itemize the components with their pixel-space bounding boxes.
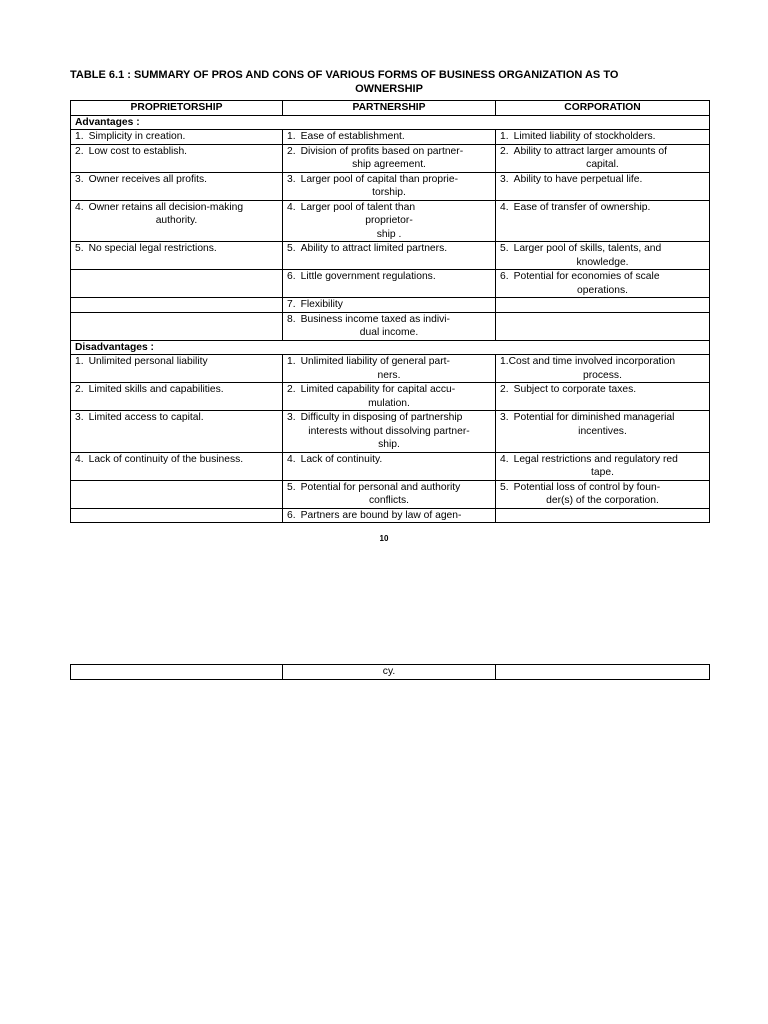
table-cell — [283, 411, 496, 453]
header-proprietorship: PROPRIETORSHIP — [71, 101, 283, 116]
table-row — [71, 665, 710, 680]
table-cell — [496, 665, 710, 680]
item-text: Unlimited liability of general part- — [300, 356, 450, 367]
list-item — [287, 383, 491, 397]
table-cell — [496, 480, 710, 508]
table-row — [71, 200, 710, 242]
table-cell — [283, 130, 496, 145]
list-item — [75, 453, 278, 467]
list-item — [287, 270, 491, 284]
item-text-continued: interests without dissolving partner- — [308, 425, 470, 437]
item-text-continued: process. — [583, 369, 622, 381]
table-cell — [283, 383, 496, 411]
list-item — [287, 411, 491, 425]
item-text-continued: der(s) of the corporation. — [546, 495, 659, 506]
table-cell — [71, 411, 283, 453]
list-item — [287, 355, 491, 369]
item-text: Difficulty in disposing of partnership — [300, 412, 463, 423]
table-cell — [71, 355, 283, 383]
item-text: Potential for personal and authority — [300, 481, 461, 493]
table-row — [71, 144, 710, 172]
item-text: Little government regulations. — [300, 271, 436, 282]
item-text-continued: proprietor- — [365, 215, 413, 226]
item-number: 6. — [500, 271, 509, 282]
item-text: Larger pool of skills, talents, and — [513, 243, 662, 254]
list-item — [75, 130, 278, 144]
table-cell — [71, 270, 283, 298]
item-text: Partners are bound by law of agen- — [300, 509, 462, 521]
list-item — [287, 298, 491, 312]
item-number: 3. — [287, 173, 296, 185]
table-row — [71, 452, 710, 480]
item-number: 1. — [500, 131, 509, 142]
item-text: Limited skills and capabilities. — [88, 384, 224, 395]
table-cell — [496, 298, 710, 313]
table-cell — [283, 452, 496, 480]
table-cell — [71, 508, 283, 523]
item-text: Potential for economies of scale — [513, 271, 660, 282]
item-text-continued: capital. — [586, 159, 619, 170]
list-item — [500, 453, 705, 467]
item-text: Legal restrictions and regulatory red — [513, 453, 678, 465]
item-text-continued: mulation. — [368, 397, 410, 409]
list-item — [75, 173, 278, 187]
table-cell — [283, 355, 496, 383]
item-text: Limited capability for capital accu- — [300, 384, 456, 395]
item-number: 4. — [500, 453, 509, 465]
page-number: 10 — [379, 534, 389, 543]
list-item — [75, 383, 278, 397]
table-row — [71, 383, 710, 411]
list-item — [287, 242, 491, 256]
list-item — [500, 130, 705, 144]
section-row — [71, 340, 710, 355]
table-cell — [496, 130, 710, 145]
item-text-continued: ners. — [377, 369, 401, 381]
table-cell — [283, 312, 496, 340]
item-number: 2. — [75, 384, 84, 395]
table-row — [71, 172, 710, 200]
item-number: 1. — [75, 356, 84, 367]
table-cell: cy. — [283, 665, 496, 680]
list-item — [287, 453, 491, 467]
item-number: 5. — [287, 481, 296, 493]
table-cell — [71, 144, 283, 172]
table-cell — [283, 242, 496, 270]
item-number: 4. — [287, 453, 296, 465]
item-number: 3. — [500, 412, 509, 423]
item-number: 5. — [75, 243, 84, 254]
item-text-continued: authority. — [155, 215, 198, 226]
list-item — [287, 173, 491, 187]
item-text: 1.Cost and time involved incorporation — [500, 356, 676, 367]
table-cell — [496, 383, 710, 411]
list-item — [287, 481, 491, 495]
item-text: Division of profits based on partner- — [300, 145, 464, 157]
table-cell — [71, 200, 283, 242]
table-cell — [283, 508, 496, 523]
list-item — [75, 145, 278, 159]
table-cell — [496, 200, 710, 242]
table-cell — [496, 242, 710, 270]
table-cell — [71, 452, 283, 480]
item-text-continued: torship. — [372, 187, 406, 198]
table-row — [71, 242, 710, 270]
table-cell — [496, 172, 710, 200]
item-text-continued: conflicts. — [368, 495, 410, 506]
item-text: Lack of continuity of the business. — [88, 453, 244, 465]
item-text-continued: ship . — [376, 228, 402, 240]
list-item — [500, 145, 705, 159]
table-cell — [283, 144, 496, 172]
item-number: 2. — [287, 145, 296, 157]
table-title-line1: TABLE 6.1 : SUMMARY OF PROS AND CONS OF VARIOUS FORMS OF BUSINESS ORGANIZATION AS TO — [70, 69, 619, 81]
item-text: Ease of transfer of ownership. — [513, 201, 651, 213]
table-cell — [496, 144, 710, 172]
list-item — [500, 355, 705, 369]
item-text: Owner receives all profits. — [88, 173, 208, 185]
table-cell — [496, 270, 710, 298]
item-text: Ease of establishment. — [300, 131, 405, 142]
list-item — [500, 173, 705, 187]
table-row — [71, 480, 710, 508]
list-item — [75, 355, 278, 369]
item-number: 8. — [287, 313, 296, 325]
item-number: 2. — [75, 145, 84, 157]
item-text: Subject to corporate taxes. — [513, 384, 637, 395]
list-item — [500, 242, 705, 256]
item-text: Ability to attract limited partners. — [300, 243, 448, 254]
item-text: Ability to attract larger amounts of — [513, 145, 667, 157]
table-cell — [283, 480, 496, 508]
section-label: Advantages : — [71, 115, 710, 130]
table-row — [71, 130, 710, 145]
item-number: 3. — [500, 173, 509, 185]
table-title-line2: OWNERSHIP — [355, 83, 423, 95]
list-item — [500, 201, 705, 215]
table-row — [71, 355, 710, 383]
item-text: Flexibility — [300, 299, 343, 310]
header-corporation: CORPORATION — [496, 101, 710, 116]
item-text-continued: tape. — [591, 467, 614, 478]
item-text: Larger pool of talent than — [300, 201, 416, 213]
item-text-continued: ship. — [378, 439, 400, 450]
item-text: Larger pool of capital than proprie- — [300, 173, 459, 185]
table-title — [70, 68, 708, 96]
table-cell — [71, 298, 283, 313]
item-number: 1. — [287, 356, 296, 367]
table-cell — [496, 508, 710, 523]
item-number: 7. — [287, 299, 296, 310]
list-item — [287, 313, 491, 327]
list-item — [287, 130, 491, 144]
list-item — [75, 201, 278, 215]
item-number: 4. — [75, 453, 84, 465]
item-text: No special legal restrictions. — [88, 243, 217, 254]
table-cell — [496, 411, 710, 453]
table-cell — [496, 312, 710, 340]
item-text: Lack of continuity. — [300, 453, 383, 465]
list-item — [500, 383, 705, 397]
table-row — [71, 508, 710, 523]
item-text: Unlimited personal liability — [88, 356, 208, 367]
item-text-continued: incentives. — [578, 425, 627, 437]
table-row — [71, 298, 710, 313]
item-number: 5. — [287, 243, 296, 254]
table-cell — [71, 665, 283, 680]
list-item — [500, 270, 705, 284]
table-cell — [71, 383, 283, 411]
item-text: Potential for diminished managerial — [513, 412, 675, 423]
list-item — [287, 509, 491, 523]
item-number: 4. — [75, 201, 84, 213]
pros-cons-table — [70, 100, 710, 523]
item-text: Ability to have perpetual life. — [513, 173, 643, 185]
item-number: 4. — [500, 201, 509, 213]
item-number: 2. — [500, 145, 509, 157]
item-number: 1. — [75, 131, 84, 142]
table-row — [71, 411, 710, 453]
table-cell — [283, 270, 496, 298]
item-text: Potential loss of control by foun- — [513, 481, 661, 493]
table-row — [71, 312, 710, 340]
item-number: 5. — [500, 481, 509, 493]
list-item — [500, 481, 705, 495]
item-number: 2. — [287, 384, 296, 395]
item-number: 4. — [287, 201, 296, 213]
list-item — [75, 242, 278, 256]
table-cell — [71, 130, 283, 145]
item-number: 1. — [287, 131, 296, 142]
list-item — [500, 411, 705, 425]
continuation-table — [70, 664, 710, 680]
header-partnership: PARTNERSHIP — [283, 101, 496, 116]
table-cell — [496, 452, 710, 480]
header-row — [71, 101, 710, 116]
table-row — [71, 270, 710, 298]
item-text: Simplicity in creation. — [88, 131, 186, 142]
item-text-continued: dual income. — [359, 327, 419, 338]
item-number: 3. — [75, 173, 84, 185]
item-number: 5. — [500, 243, 509, 254]
table-cell — [71, 312, 283, 340]
item-text: Business income taxed as indivi- — [300, 313, 450, 325]
table-cell — [283, 172, 496, 200]
item-number: 3. — [287, 412, 296, 423]
item-text-continued: operations. — [577, 284, 628, 296]
list-item — [287, 201, 491, 215]
table-cell — [71, 172, 283, 200]
item-text: Limited access to capital. — [88, 412, 204, 423]
list-item — [75, 411, 278, 425]
table-cell — [283, 200, 496, 242]
item-number: 6. — [287, 509, 296, 521]
table-cell — [283, 298, 496, 313]
item-number: 6. — [287, 271, 296, 282]
list-item — [287, 145, 491, 159]
section-label: Disadvantages : — [71, 340, 710, 355]
item-text-continued: knowledge. — [576, 256, 629, 268]
item-number: 3. — [75, 412, 84, 423]
item-text-continued: ship agreement. — [352, 159, 426, 170]
table-cell — [496, 355, 710, 383]
item-text: Low cost to establish. — [88, 145, 188, 157]
table-cell — [71, 242, 283, 270]
item-text: Owner retains all decision-making — [88, 201, 244, 213]
section-row — [71, 115, 710, 130]
item-text: Limited liability of stockholders. — [513, 131, 656, 142]
item-number: 2. — [500, 384, 509, 395]
table-cell — [71, 480, 283, 508]
